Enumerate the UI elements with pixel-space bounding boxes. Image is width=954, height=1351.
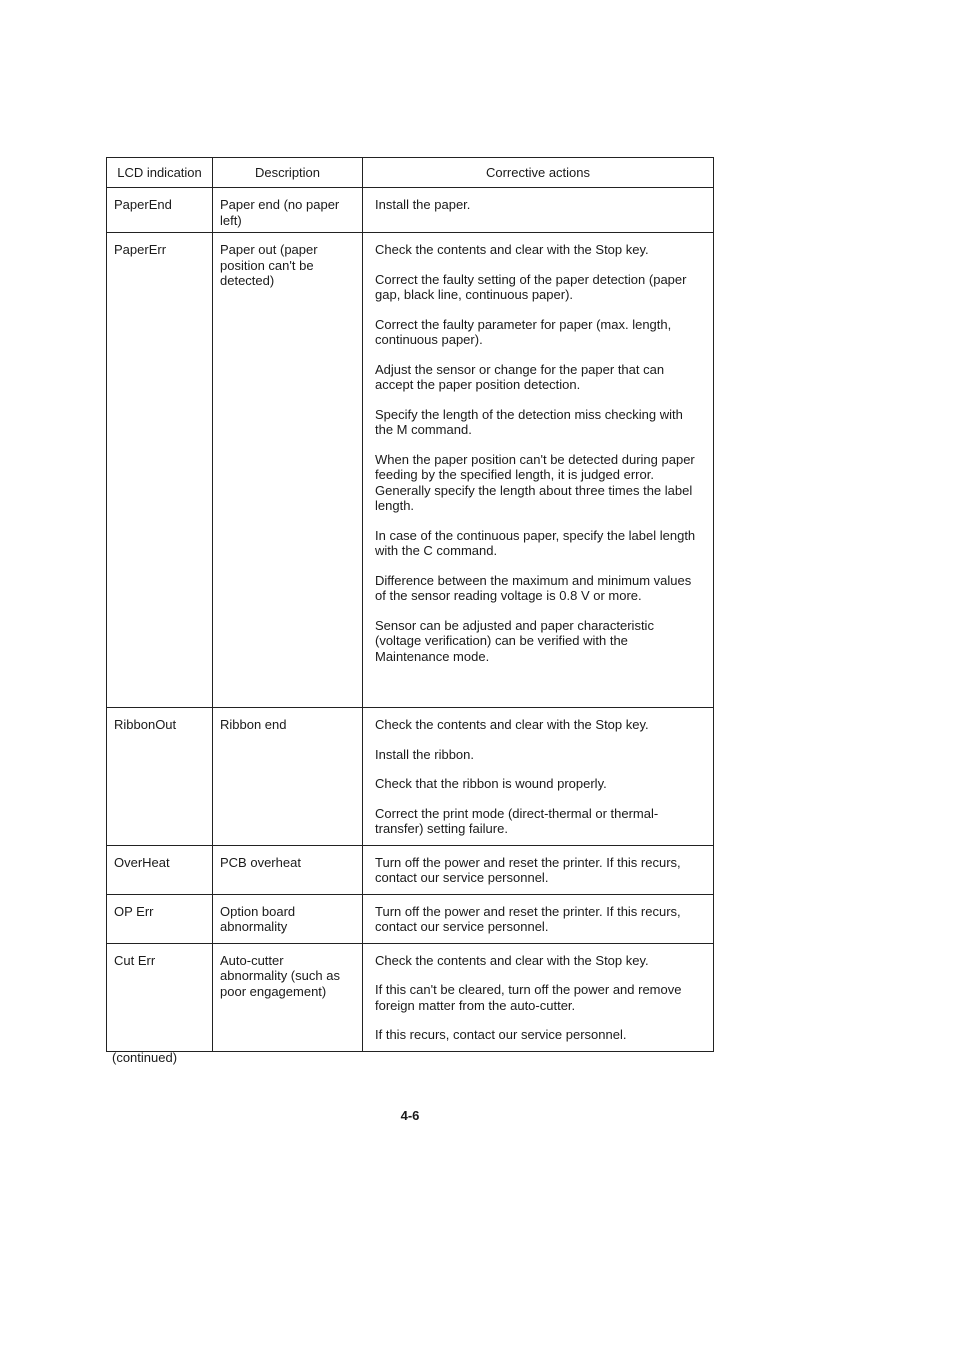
corrective-actions [363,188,714,233]
lcd-code: OP Err [107,894,213,943]
error-description: Paper out (paper position can't be detected) [213,233,363,708]
error-description: Paper end (no paper left) [213,188,363,233]
action-step: When the paper position can't be detected during paper feeding by the specified length, it is judged error. Generally specify the length about three times the label length. [375,451,695,513]
lcd-code: PaperErr [107,233,213,708]
action-step: Check the contents and clear with the Stop key. [375,717,649,732]
action-step: If this recurs, contact our service personnel. [375,1027,627,1042]
action-step: Install the ribbon. [375,746,475,762]
corrective-actions [363,233,714,708]
header-corrective-actions: Corrective actions [363,158,714,188]
table-row [107,233,714,708]
lcd-error-table [106,157,714,1052]
table-row [107,708,714,846]
corrective-actions [363,894,714,943]
corrective-actions [363,845,714,894]
error-description: Option board abnormality [213,894,363,943]
table-row [107,188,714,233]
lcd-code: PaperEnd [107,188,213,233]
action-step: Check that the ribbon is wound properly. [375,776,607,791]
header-description: Description [213,158,363,188]
action-step: Sensor can be adjusted and paper characteristic (voltage verification) can be verified with the Maintenance mode. [375,617,654,664]
error-description: PCB overheat [213,845,363,894]
action-step: If this can't be cleared, turn off the power and remove foreign matter from the auto-cutter. [375,982,682,1013]
error-description: Ribbon end [213,708,363,846]
action-step: Correct the print mode (direct-thermal or thermal-transfer) setting failure. [375,805,659,836]
action-step: Correct the faulty setting of the paper detection (paper gap, black line, continuous paper). [375,271,687,302]
action-step: Specify the length of the detection miss checking with the M command. [375,406,683,437]
action-step: In case of the continuous paper, specify the label length with the C command. [375,527,696,558]
action-step: Check the contents and clear with the Stop key. [375,242,649,257]
error-description: Auto-cutter abnormality (such as poor engagement) [213,943,363,1051]
action-step: Correct the faulty parameter for paper (max. length, continuous paper). [375,316,672,347]
action-step: Adjust the sensor or change for the paper that can accept the paper position detection. [375,361,665,392]
corrective-actions [363,943,714,1051]
table-header-row [107,158,714,188]
lcd-code: OverHeat [107,845,213,894]
action-step: Difference between the maximum and minimum values of the sensor reading voltage is 0.8 V or more. [375,572,692,603]
action-step: Turn off the power and reset the printer. If this recurs, contact our service personnel. [375,854,681,885]
table-row [107,943,714,1051]
corrective-actions [363,708,714,846]
table-row [107,894,714,943]
header-lcd-indication: LCD indication [107,158,213,188]
action-step: Install the paper. [375,197,471,212]
continued-note: (continued) [112,1050,178,1065]
action-step: Check the contents and clear with the Stop key. [375,952,649,968]
lcd-code: RibbonOut [107,708,213,846]
table-row [107,845,714,894]
page-number: 4-6 [400,1108,420,1123]
action-step: Turn off the power and reset the printer. If this recurs, contact our service personnel. [375,903,681,934]
lcd-code: Cut Err [107,943,213,1051]
